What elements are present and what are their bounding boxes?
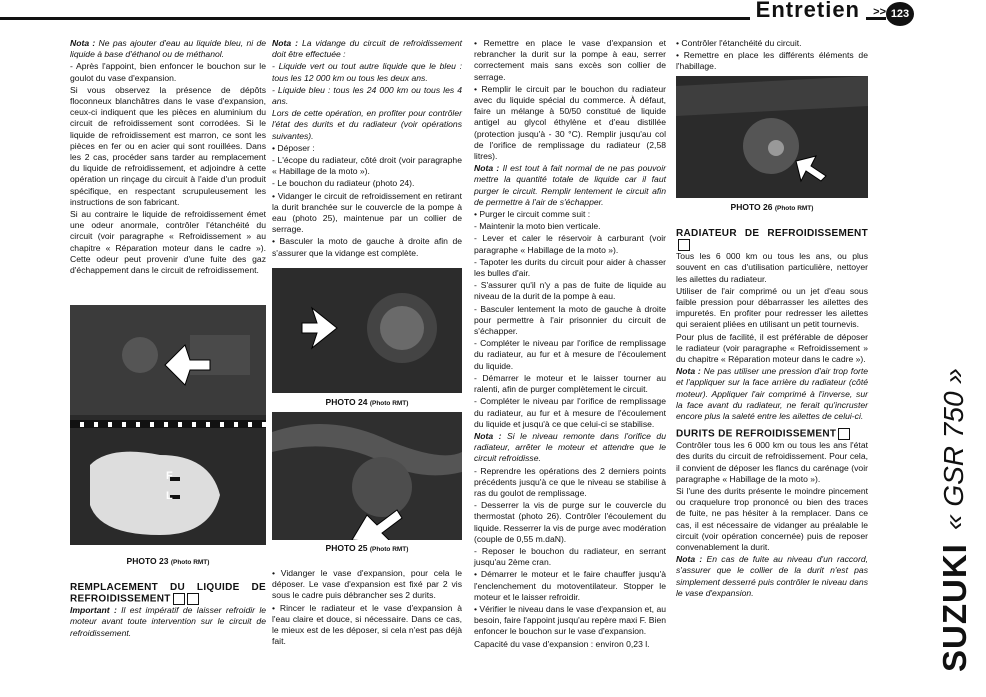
list-item: - Reposer le bouchon du radiateur, en serrant jusqu'au 2ème cran. [474, 545, 666, 568]
list-item: • Basculer la moto de gauche à droite afin de s'assurer que la vidange est complète. [272, 236, 462, 258]
list-item: - Maintenir la moto bien verticale. [474, 221, 601, 232]
page-header [0, 0, 986, 26]
list-item: • Démarrer le moteur et le faire chauffer jusqu'à l'enclenchement du motoventilateur. Stopper le moteur et le laisser refroidir. [474, 569, 666, 602]
page-title: Entretien [750, 0, 866, 23]
important-note: Important : Il est impératif de laisser refroidir le moteur avant toute intervention sur le circuit de refroidissement. [70, 605, 267, 638]
list-item: - Lever et caler le réservoir à carburant (voir paragraphe « Habillage de la moto »). [474, 233, 666, 255]
page-number-badge: 123 [886, 2, 914, 26]
side-branding [932, 300, 972, 680]
list-item: • Remplir le circuit par le bouchon du radiateur avec du liquide spécial du commerce. À défaut, faire un mélange à 50/50 constitué de liquide antigel au glycol éthylène et d'eau distillée (protection jusqu'à - 30 °C). Remplir jusqu'au col de l'orifice de remplissage du radiateur (2,58 litres). [474, 83, 666, 162]
list-item: - Tapoter les durits du circuit pour aider à chasser les bulles d'air. [474, 256, 666, 279]
header-arrows: >> [873, 6, 886, 18]
note: Nota : Si le niveau remonte dans l'orifice du radiateur, arrêter le moteur et attendre que le circuit refroidisse. [474, 430, 666, 464]
column-2 [272, 38, 462, 260]
photo-23-label-l: L [166, 490, 173, 502]
section-title: REMPLACEMENT DU LIQUIDE DE REFROIDISSEMENT [70, 582, 266, 605]
note: Nota : Il est tout à fait normal de ne pas pouvoir mettre la quantité totale de liquide car il faut purger le circuit. Remplir lentement le circuit afin de permettre à l'air de s'échapper. [474, 163, 666, 207]
photo-24-image [272, 268, 462, 393]
list-item: - Démarrer le moteur et le laisser tourner au ralenti, afin de purger complètement le circuit. [474, 372, 666, 395]
photo-26-image [676, 76, 868, 198]
paragraph: - Après l'appoint, bien enfoncer le bouchon sur le goulot du vase d'expansion. [70, 61, 266, 83]
photo-25-caption: PHOTO 25 (Photo RMT) [325, 543, 409, 553]
photo-23-divider [70, 422, 266, 427]
column-3 [474, 38, 666, 651]
difficulty-icon [173, 593, 185, 605]
list-item: - Liquide vert ou tout autre liquide que le bleu : tous les 12 000 km ou tous les deux ans. [272, 61, 462, 83]
difficulty-icon [678, 239, 690, 251]
section-title-radiateur: RADIATEUR DE REFROIDISSEMENT [676, 228, 868, 251]
list-item: - Liquide bleu : tous les 24 000 km ou tous les 4 ans. [272, 84, 462, 107]
list-item: Capacité du vase d'expansion : environ 0,23 l. [474, 638, 650, 649]
note: Nota : Ne pas ajouter d'eau au liquide bleu, ni de liquide à base d'éthanol ou de méthanol. [70, 38, 266, 60]
list-item: • Remettre en place le vase d'expansion et rebrancher la durit sur la pompe à eau, serrer correctement mais sans excès son collier de serrage. [474, 38, 666, 82]
note: Nota : La vidange du circuit de refroidissement doit être effectuée : [272, 38, 462, 60]
list-item: • Vidanger le circuit de refroidissement en retirant la durit branchée sur le couvercle de la pompe à eau (photo 25), maintenue par un collier de serrage. [272, 190, 462, 235]
photo-24-caption: PHOTO 24 (Photo RMT) [325, 397, 409, 407]
column-1 [70, 38, 266, 277]
list-item: • Vérifier le niveau dans le vase d'expansion et, au besoin, faire l'appoint jusqu'au repère maxi F. Bien enfoncer le bouchon sur le vase d'expansion. [474, 603, 666, 637]
photo-24 [272, 268, 462, 393]
list-item: • Rincer le radiateur et le vase d'expansion à l'eau claire et douce, si nécessaire. Dans ce cas, le mieux est de les déposer, si cela n'est pas déjà fait. [272, 602, 462, 647]
list-item: • Contrôler l'étanchéité du circuit. [676, 38, 802, 48]
paragraph: Pour plus de facilité, il est préférable de déposer le radiateur (voir paragraphe « Refroidissement » du chapitre « Réparation moteur dans le cadre »). [676, 331, 868, 365]
brand-text: SUZUKI [936, 543, 973, 672]
note: Nota : En cas de fuite au niveau d'un raccord, s'assurer que le collier de la durit n'est pas simplement desserré puis contrôler le niveau dans le vase d'expansion. [676, 554, 868, 598]
list-item: - Basculer lentement la moto de gauche à droite pour permettre à l'air prisonnier du circuit de s'échapper. [474, 303, 666, 337]
photo-25 [272, 412, 462, 540]
note: Nota : Ne pas utiliser une pression d'air trop forte et l'appliquer sur la face arrière du radiateur (côté moteur). Appliquer l'air comprimé à l'inverse, sur la face avant du radiateur, ne ferait qu'incruster encore plus la saleté entre les ailettes de celui-ci. [676, 366, 868, 422]
difficulty-icon [838, 428, 850, 440]
paragraph: Si l'une des durits présente le moindre pincement ou craquelure trop prononcé ou bien des traces de fuite, ne pas hésiter à la remplacer. Dans ce cas, il est nécessaire de vidanger au préalable le circuit (voir opération concernée) puis de reposer convenablement la durit. [676, 486, 868, 553]
paragraph: Si vous observez la présence de dépôts floconneux blanchâtres dans le vase d'expansion, ceux-ci indiquent que les pièces en aluminium du circuit de refroidissement sont corrodées. Si le liquide de refroidissement est marron, ce sont les pièces en fer ou en acier qui sont rouillées. Dans les 2 cas, procéder sans tarder au remplacement du liquide de refroidissement, et adjoindre à cette opération un rinçage du circuit à l'aide d'un produit spécifique, en respectant scrupuleusement les instructions de son fabricant. [70, 84, 266, 207]
list-item: • Vidanger le vase d'expansion, pour cela le déposer. Le vase d'expansion est fixé par 2 vis sous le cadre puis débrancher ses 2 durits. [272, 568, 462, 601]
list-item: - S'assurer qu'il n'y a pas de fuite de liquide au niveau de la durit de la pompe à eau. [474, 280, 666, 302]
section-replacement [70, 576, 266, 640]
column-4-body [676, 222, 868, 600]
photo-23-label-f: F [166, 470, 173, 482]
list-item: - Desserrer la vis de purge sur le couvercle du thermostat (photo 26). Contrôler l'écoulement du liquide. Resserrer la vis de purge avec modération (couple de 0,55 m.daN). [474, 500, 666, 544]
list-item: • Purger le circuit comme suit : [474, 209, 591, 220]
section-title-durits: DURITS DE REFROIDISSEMENT [676, 428, 868, 440]
paragraph: Utiliser de l'air comprimé ou un jet d'eau sous faible pression pour débarrasser les ailettes des impuretés. En profiter pour redresser les ailettes qui seraient pliées en utilisant un petit tournevis. [676, 285, 868, 330]
difficulty-icon [187, 593, 199, 605]
photo-23-caption: PHOTO 23 (Photo RMT) [126, 556, 210, 566]
paragraph: Si au contraire le liquide de refroidissement émet une odeur anormale, contrôler l'étanchéité du circuit (voir paragraphe « Refroidissement » au chapitre « Réparation moteur dans le cadre »). Cette odeur peut provenir d'une fuite des gaz d'échappement dans le circuit de refroidissement. [70, 209, 266, 276]
list-item: • Déposer : [272, 142, 315, 153]
list-item: - Le bouchon du radiateur (photo 24). [272, 178, 415, 189]
photo-26 [676, 76, 868, 198]
list-item: - L'écope du radiateur, côté droit (voir paragraphe « Habillage de la moto »). [272, 155, 462, 177]
paragraph: Tous les 6 000 km ou tous les ans, ou plus souvent en cas d'utilisation particulière, nettoyer les ailettes du radiateur. [676, 251, 868, 284]
paragraph: Lors de cette opération, en profiter pour contrôler l'état des durits et du radiateur (voir opérations suivantes). [272, 108, 462, 141]
list-item: - Compléter le niveau par l'orifice de remplissage du radiateur, au fur et à mesure de l'écoulement du liquide et jusqu'à ce que celui-ci se stabilise. [474, 396, 666, 429]
list-item: • Remettre en place les différents éléments de l'habillage. [676, 50, 868, 72]
model-text: « GSR 750 » [938, 368, 969, 530]
photo-25-image [272, 412, 462, 540]
list-item: - Reprendre les opérations des 2 derniers points précédents jusqu'à ce que le niveau se stabilise à ras du goulot de remplissage. [474, 465, 666, 498]
paragraph: Contrôler tous les 6 000 km ou tous les ans l'état des durits du circuit de refroidissement. Pour cela, il convient de déposer les flancs du carénage (voir paragraphe « Habillage de la moto »). [676, 440, 868, 484]
column-4-top [676, 38, 868, 74]
photo-26-caption: PHOTO 26 (Photo RMT) [730, 202, 814, 212]
list-item: - Compléter le niveau par l'orifice de remplissage du radiateur, au fur et à mesure de l'écoulement du liquide. [474, 338, 666, 371]
column-2-bottom [272, 568, 462, 648]
